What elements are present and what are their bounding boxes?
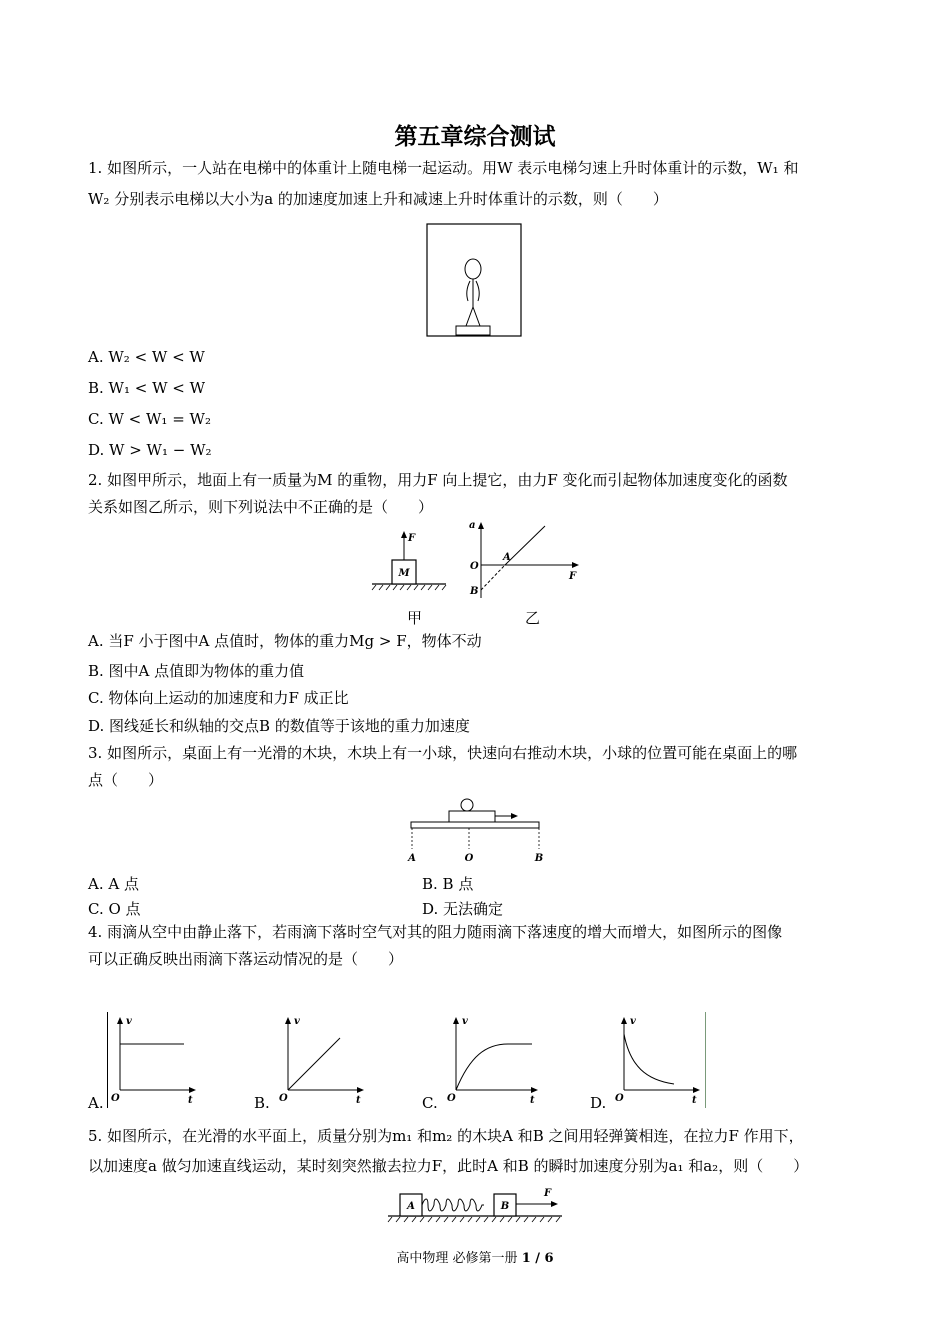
- q3-label-o: O: [464, 853, 474, 864]
- q3-option-b: B. B 点: [422, 875, 474, 893]
- q4-stem-line2: 可以正确反映出雨滴下落运动情况的是（ ）: [88, 950, 404, 968]
- q2-stem-line1: 2. 如图甲所示，地面上有一质量为M 的重物，用力F 向上提它，由力F 变化而引起物体加速度变化的函数: [88, 471, 788, 489]
- q4-a-origin: O: [111, 1093, 120, 1104]
- q4-option-d-label: D.: [590, 1094, 607, 1112]
- q1-elevator-figure: [426, 223, 522, 337]
- q4-d-origin: O: [615, 1093, 624, 1104]
- q3-option-a: A. A 点: [88, 875, 139, 893]
- q1-option-b: B. W₁ < W < W: [88, 379, 206, 397]
- q1-stem-line1: 1. 如图所示，一人站在电梯中的体重计上随电梯一起运动。用W 表示电梯匀速上升时体重计的示数，W₁ 和: [88, 159, 799, 177]
- q5-stem-line2: 以加速度a 做匀加速直线运动，某时刻突然撤去拉力F，此时A 和B 的瞬时加速度分别为a₁ 和a₂，则（ ）: [88, 1157, 809, 1175]
- q2-x-axis-label: F: [569, 571, 577, 582]
- q2-point-a-label: A: [503, 552, 511, 563]
- q4-option-b-label: B.: [254, 1094, 270, 1112]
- q4-b-origin: O: [279, 1093, 288, 1104]
- q5-force-label: F: [544, 1188, 552, 1199]
- q4-frame-right-rule: [705, 1012, 706, 1108]
- q1-option-d: D. W > W₁ − W₂: [88, 441, 212, 459]
- q5-figure: [386, 1184, 566, 1224]
- q3-label-a: A: [408, 853, 416, 864]
- q4-b-y-label: v: [294, 1016, 300, 1027]
- q4-d-x-label: t: [692, 1095, 697, 1106]
- q5-block-a-label: A: [407, 1201, 415, 1212]
- q3-option-d: D. 无法确定: [422, 900, 504, 918]
- q3-stem-line2: 点（ ）: [88, 771, 164, 789]
- q4-b-x-label: t: [356, 1095, 361, 1106]
- q2-block-label: M: [398, 568, 410, 579]
- q5-stem-line1: 5. 如图所示，在光滑的水平面上，质量分别为m₁ 和m₂ 的木块A 和B 之间用轻弹簧相连，在拉力F 作用下，: [88, 1127, 804, 1145]
- q3-label-b: B: [534, 853, 544, 864]
- q3-option-c: C. O 点: [88, 900, 141, 918]
- q2-caption-right: 乙: [525, 609, 541, 627]
- q2-origin-label: O: [470, 561, 479, 572]
- q4-option-c-label: C.: [422, 1094, 438, 1112]
- q4-graph-b: [278, 1014, 368, 1104]
- q2-option-c: C. 物体向上运动的加速度和力F 成正比: [88, 689, 349, 707]
- q4-c-y-label: v: [462, 1016, 468, 1027]
- q4-c-x-label: t: [530, 1095, 535, 1106]
- q4-stem-line1: 4. 雨滴从空中由静止落下，若雨滴下落时空气对其的阻力随雨滴下落速度的增大而增大，如图所示的图像: [88, 923, 783, 941]
- q4-option-a-label: A.: [88, 1094, 104, 1112]
- q2-stem-line2: 关系如图乙所示，则下列说法中不正确的是（ ）: [88, 498, 434, 516]
- q2-option-a: A. 当F 小于图中A 点值时，物体的重力Mg > F，物体不动: [88, 632, 482, 650]
- q2-point-b-label: B: [470, 586, 479, 597]
- q4-a-y-label: v: [126, 1016, 132, 1027]
- q4-graph-c: [446, 1014, 546, 1104]
- q3-figure: [405, 794, 550, 866]
- q1-stem-line2: W₂ 分别表示电梯以大小为a 的加速度加速上升和减速上升时体重计的示数，则（ ）: [88, 190, 668, 208]
- page-footer: [0, 1247, 950, 1266]
- q4-c-origin: O: [447, 1093, 456, 1104]
- q1-option-c: C. W < W₁ = W₂: [88, 410, 211, 428]
- q2-option-d: D. 图线延长和纵轴的交点B 的数值等于该地的重力加速度: [88, 717, 470, 735]
- q4-frame-left-rule: [107, 1012, 108, 1108]
- q2-y-axis-label: a: [469, 520, 476, 531]
- q3-stem-line1: 3. 如图所示，桌面上有一光滑的木块，木块上有一小球，快速向右推动木块，小球的位置可能在桌面上的哪: [88, 744, 798, 762]
- q5-block-b-label: B: [500, 1201, 510, 1212]
- page-title: 第五章综合测试: [394, 123, 556, 150]
- q4-d-y-label: v: [630, 1016, 636, 1027]
- q2-caption-left: 甲: [407, 609, 423, 627]
- q4-graph-a: [110, 1014, 200, 1104]
- q2-force-label: F: [408, 533, 416, 544]
- q1-option-a: A. W₂ < W < W: [88, 348, 205, 366]
- q2-option-b: B. 图中A 点值即为物体的重力值: [88, 662, 305, 680]
- q2-figure-right: [465, 518, 585, 600]
- q4-a-x-label: t: [188, 1095, 193, 1106]
- q2-figure-left: [370, 528, 450, 592]
- q4-graph-d: [614, 1014, 704, 1104]
- footer-subject: 高中物理 必修第一册: [396, 1251, 518, 1266]
- footer-page-number: 1 / 6: [521, 1251, 554, 1266]
